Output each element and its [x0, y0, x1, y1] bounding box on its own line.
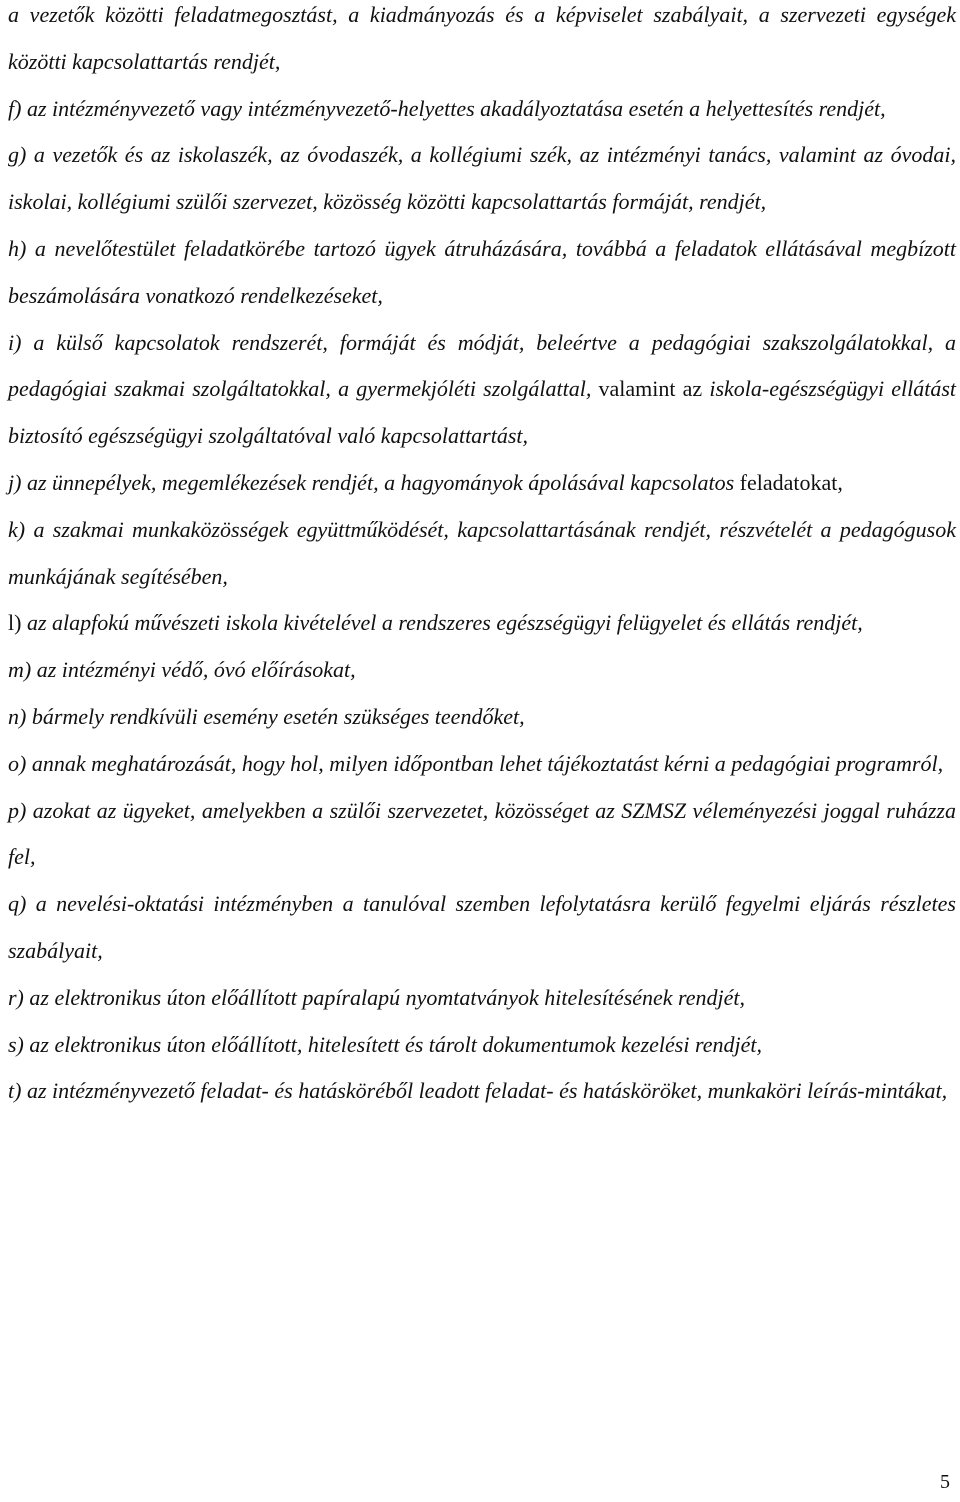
paragraph-f — [8, 86, 956, 133]
paragraph-i-tail: iskola-egészségügyi ellátást biztosító egészségügyi szolgáltatóval való kapcsolattartást, — [8, 376, 956, 449]
paragraph-f-text: f) az intézményvezető vagy intézményvezető-helyettes akadályoztatása esetén a helyettesítés rendjét, — [8, 95, 886, 121]
paragraph-j — [8, 460, 956, 507]
paragraph-l-tail: az alapfokú művészeti iskola kivételével a rendszeres egészségügyi felügyelet és ellátás rendjét, — [26, 610, 863, 636]
paragraph-g-text: g) a vezetők és az iskolaszék, az óvodaszék, a kollégiumi szék, az intézményi tanács, valamint az óvodai, iskolai, kollégiumi szülői szervezet, közösség közötti kapcsolattartás formáját, rendjét, — [8, 142, 956, 215]
paragraph-i — [8, 320, 956, 460]
paragraph-l-upright: l) — [8, 610, 27, 636]
paragraph-m-text: m) az intézményi védő, óvó előírásokat, — [8, 657, 356, 683]
paragraph-k-text: k) a szakmai munkaközösségek együttműködését, kapcsolattartásának rendjét, részvételét a pedagógusok munkájának segítésében, — [8, 516, 956, 589]
paragraph-i-upright: valamint az — [591, 376, 710, 402]
paragraph-o — [8, 741, 956, 788]
page-number: 5 — [940, 1471, 950, 1493]
paragraph-r — [8, 975, 956, 1022]
paragraph-l — [8, 600, 956, 647]
paragraph-t-text: t) az intézményvezető feladat- és hatásköréből leadott feladat- és hatásköröket, munkaköri leírás-mintákat, — [8, 1078, 948, 1104]
paragraph-t — [8, 1068, 956, 1115]
paragraph-j-upright: feladatokat, — [739, 469, 843, 495]
paragraph-q-text: q) a nevelési-oktatási intézményben a tanulóval szemben lefolytatásra kerülő fegyelmi eljárás részletes szabályait, — [8, 891, 956, 963]
paragraph-s — [8, 1022, 956, 1069]
paragraph-h — [8, 226, 956, 320]
paragraph-e-text: a vezetők közötti feladatmegosztást, a kiadmányozás és a képviselet szabályait, a szervezeti egységek közötti kapcsolattartás rendjét, — [8, 2, 956, 74]
document-body — [8, 0, 956, 1115]
paragraph-k — [8, 507, 956, 601]
paragraph-e — [8, 0, 956, 86]
paragraph-p — [8, 788, 956, 882]
paragraph-n — [8, 694, 956, 741]
paragraph-i-lead: i) a külső kapcsolatok rendszerét, formáját és módját, beleértve a pedagógiai szakszolgálatokkal, a pedagógiai szakmai szolgáltatokkal, a gyermekjóléti szolgálattal, — [8, 329, 956, 402]
paragraph-g — [8, 132, 956, 226]
paragraph-o-text: o) annak meghatározását, hogy hol, milyen időpontban lehet tájékoztatást kérni a pedagógiai programról, — [8, 750, 944, 776]
paragraph-s-text: s) az elektronikus úton előállított, hitelesített és tárolt dokumentumok kezelési rendjét, — [8, 1031, 762, 1057]
paragraph-p-text: p) azokat az ügyeket, amelyekben a szülői szervezetet, közösséget az SZMSZ véleményezési joggal ruházza fel, — [8, 797, 956, 870]
paragraph-m — [8, 647, 956, 694]
paragraph-q — [8, 881, 956, 975]
paragraph-h-text: h) a nevelőtestület feladatkörébe tartozó ügyek átruházására, továbbá a feladatok ellátásával megbízott beszámolására vonatkozó rendelkezéseket, — [8, 235, 956, 308]
paragraph-j-lead: j) az ünnepélyek, megemlékezések rendjét, a hagyományok ápolásával kapcsolatos — [8, 469, 740, 495]
paragraph-r-text: r) az elektronikus úton előállított papíralapú nyomtatványok hitelesítésének rendjét, — [8, 984, 746, 1010]
paragraph-n-text: n) bármely rendkívüli esemény esetén szükséges teendőket, — [8, 703, 525, 729]
